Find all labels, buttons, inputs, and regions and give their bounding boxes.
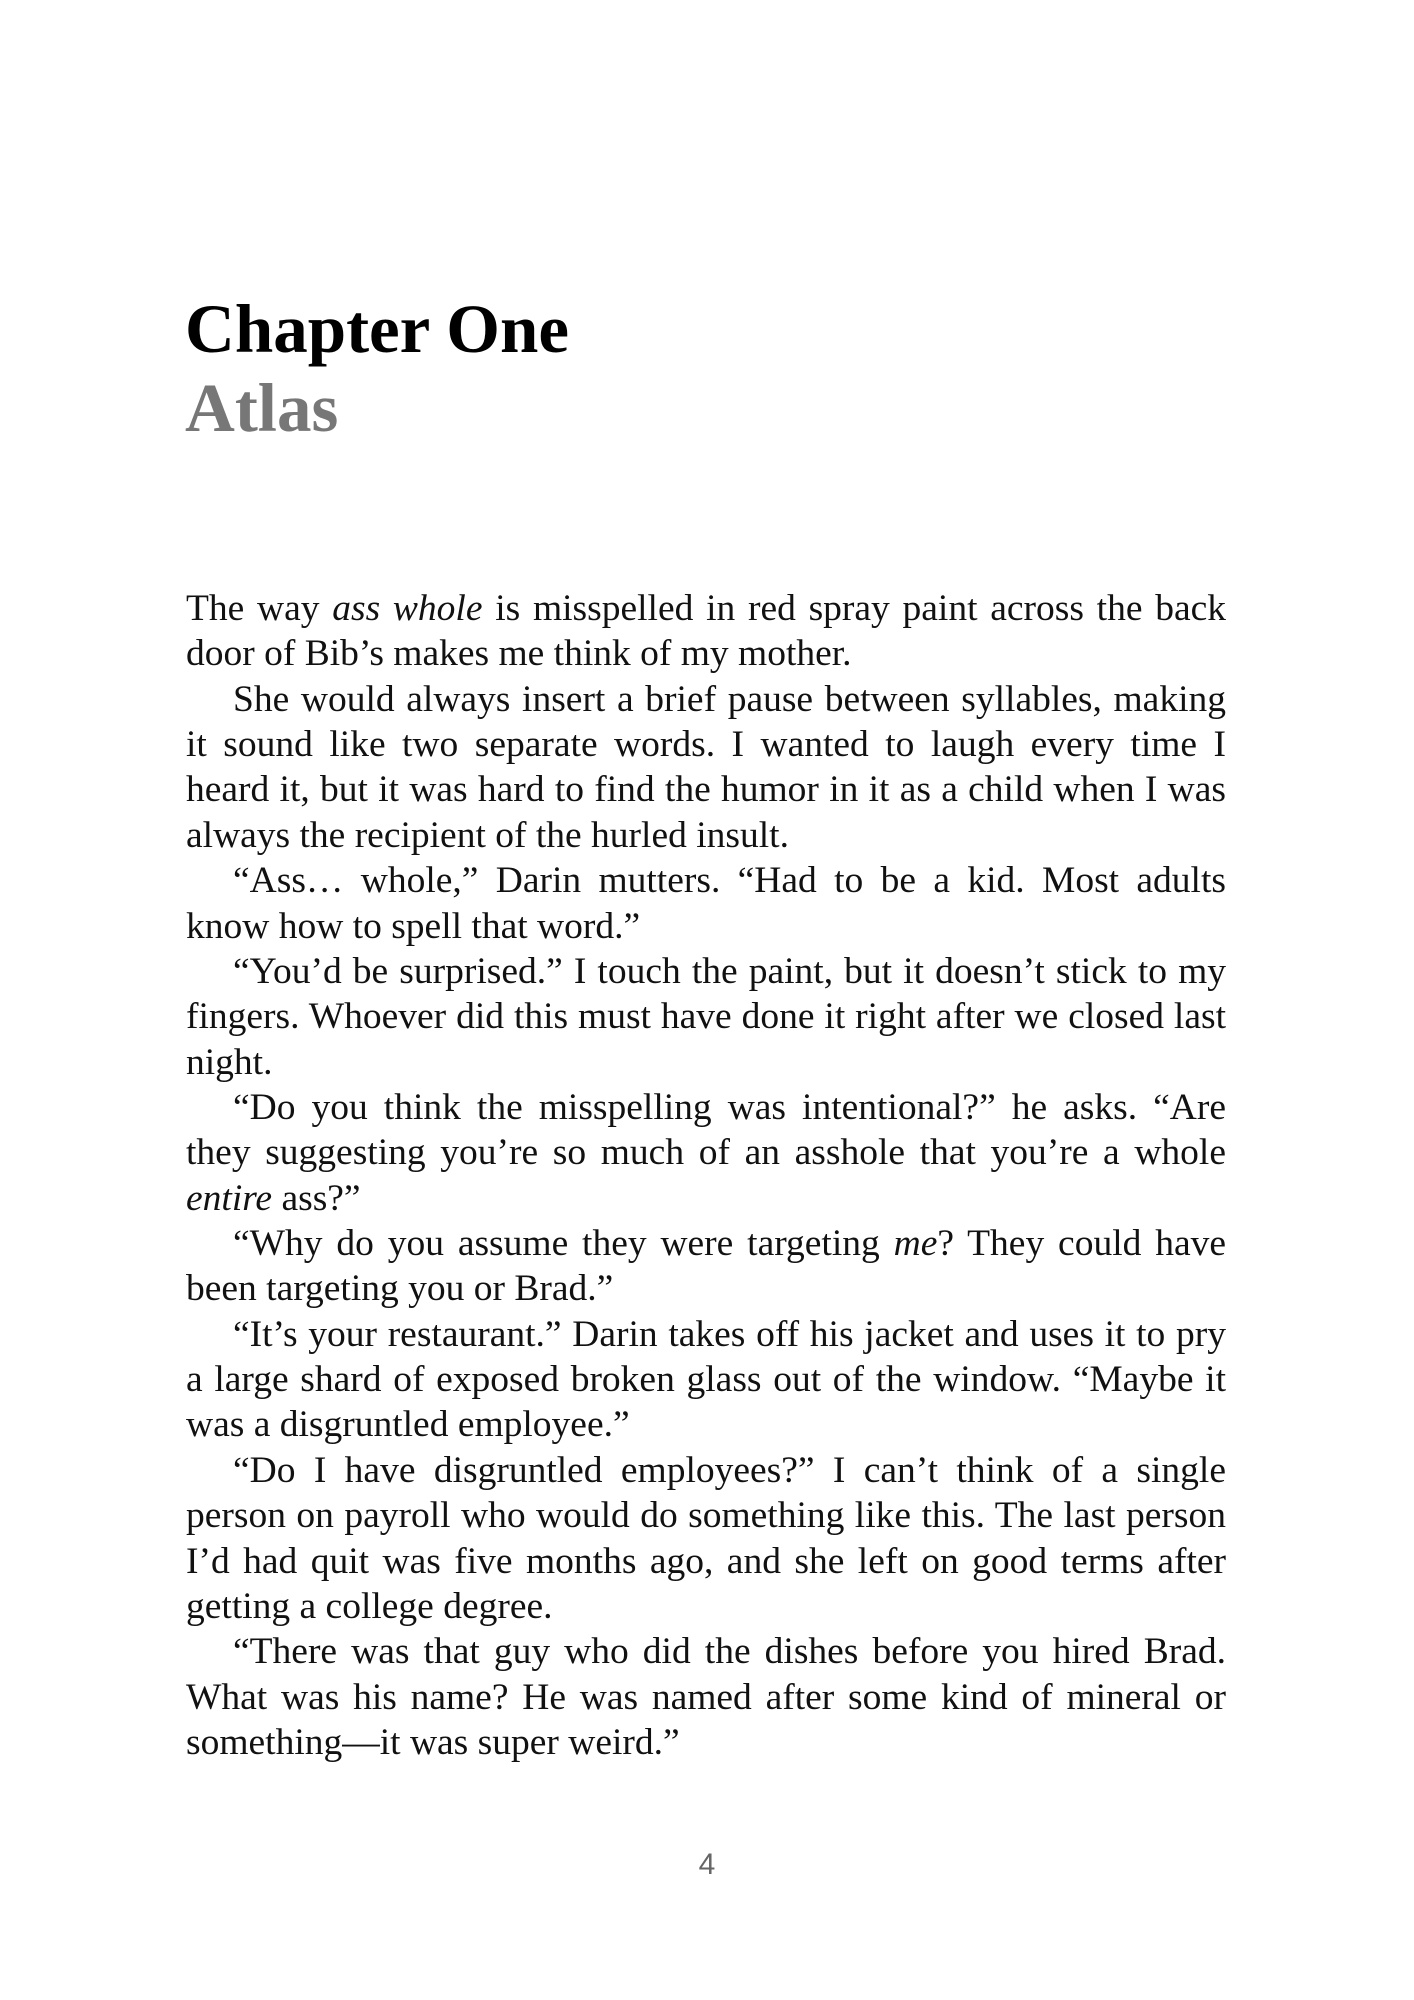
chapter-heading [185,290,569,448]
italic-phrase: me [893,1223,938,1265]
italic-phrase: ass whole [332,588,483,629]
paragraph: “Do you think the misspelling was intentional?” he asks. “Are they suggesting you’re so much of an asshole that you’re a whole entire ass?” [186,1086,1226,1219]
paragraph: “There was that guy who did the dishes before you hired Brad. What was his name? He was named after some kind of mineral or something—it was super weird.” [186,1631,1226,1763]
paragraph: “Ass… whole,” Darin mutters. “Had to be a kid. Most adults know how to spell that word.” [186,860,1226,947]
chapter-body [186,586,1226,1765]
paragraph: “Do I have disgruntled employees?” I can’t think of a single person on payroll who would do something like this. The last person I’d had quit was five months ago, and she left on good terms after getting a college degree. [186,1449,1226,1627]
page-number: 4 [698,1848,716,1881]
chapter-pov-name: Atlas [185,370,339,446]
paragraph: “You’d be surprised.” I touch the paint, but it doesn’t stick to my fingers. Whoever did this must have done it right after we closed last night. [186,950,1226,1083]
paragraph: “Why do you assume they were targeting me? They could have been targeting you or Brad.” [186,1223,1226,1310]
chapter-title: Chapter One [185,291,569,367]
paragraph: She would always insert a brief pause between syllables, making it sound like two separate words. I wanted to laugh every time I heard it, but it was hard to find the humor in it as a child when I was always the recipient of the hurled insult. [186,678,1226,856]
paragraph: “It’s your restaurant.” Darin takes off his jacket and uses it to pry a large shard of exposed broken glass out of the window. “Maybe it was a disgruntled employee.” [186,1313,1226,1446]
italic-phrase: entire [186,1177,273,1219]
paragraph: The way ass whole is misspelled in red spray paint across the back door of Bib’s makes me think of my mother. [186,588,1226,675]
